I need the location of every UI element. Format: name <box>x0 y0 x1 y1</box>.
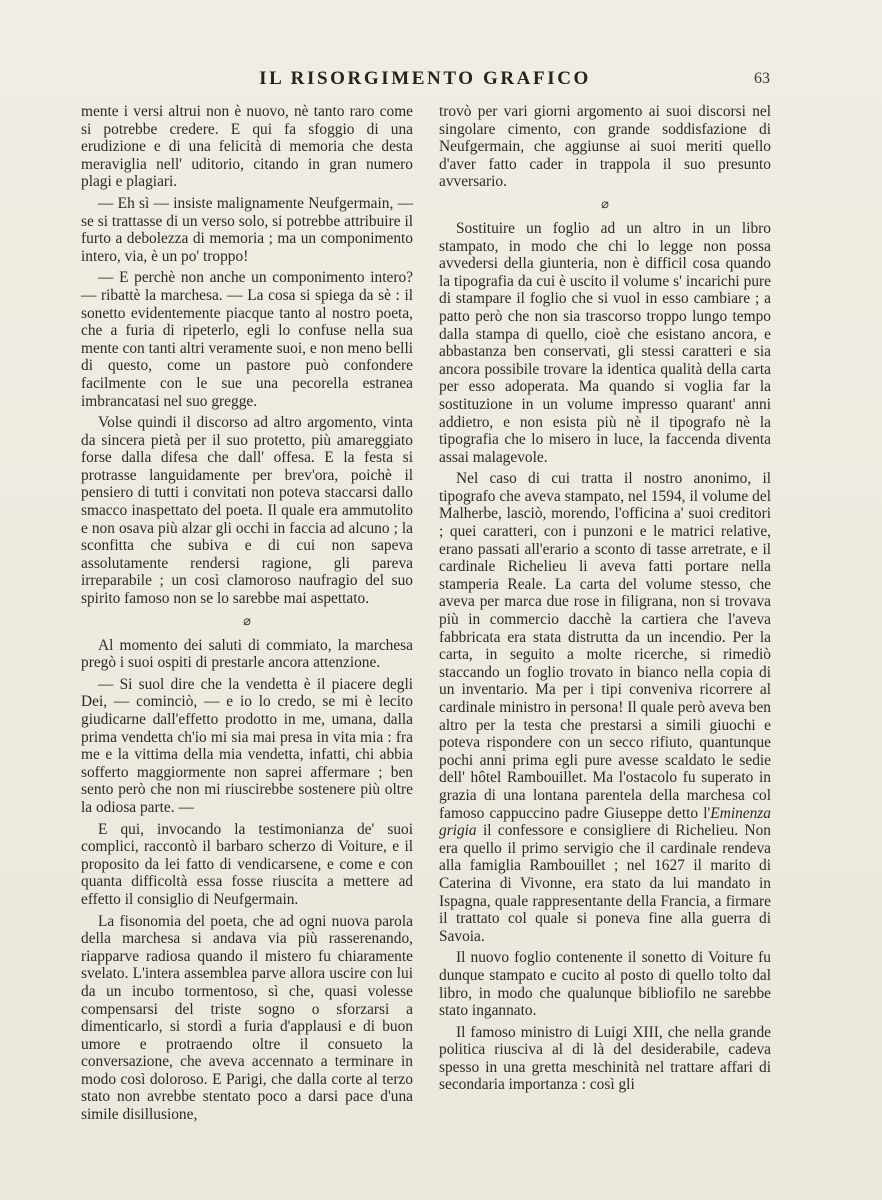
paragraph: La fisonomia del poeta, che ad ogni nuova parola della marchesa si andava via più rasserenando, riapparve radiosa quando il mistero fu chiaramente svelato. L'intera assemblea parve allora uscire con lui da un incubo tormentoso, sì che, quasi volesse compensarsi del triste sogno o sforzarsi a dimenticarlo, si stordì a furia d'applausi e di buon umore e protraendo oltre il consueto la conversazione, che aveva accennato a terminare in modo così doloroso. E Parigi, che dalla corte al terzo stato non avrebbe stentato poco a darsi pace d'una simile disillusione, <box>81 912 413 1124</box>
paragraph: Al momento dei saluti di commiato, la marchesa pregò i suoi ospiti di prestarle ancora attenzione. <box>81 636 413 672</box>
paragraph: Il famoso ministro di Luigi XIII, che nella grande politica riusciva al di là del desiderabile, cadeva spesso in una gretta meschinità nel trattare affari di secondaria importanza : così gli <box>439 1023 771 1094</box>
paragraph: — Eh sì — insiste malignamente Neufgermain, — se si trattasse di un verso solo, si potrebbe attribuire il furto a debolezza di memoria ; ma un componimento intero, via, è un po' troppo! <box>81 194 413 265</box>
paragraph-text: il confessore e consigliere di Richelieu. Non era quello il primo servigio che il cardinale rendeva alla famiglia Rambouillet ; nel 1627 il marito di Caterina di Vivonne, era stato da lui mandato in Ispagna, quale rappresentante della Francia, a firmare il trattato col quale si poneva fine alla guerra di Savoia. <box>439 822 771 945</box>
paragraph <box>439 470 771 945</box>
right-column <box>439 103 771 1098</box>
page-number: 63 <box>754 70 770 87</box>
running-head <box>80 68 770 94</box>
paragraph: Volse quindi il discorso ad altro argomento, vinta da sincera pietà per il suo protetto, più amareggiato forse dalla difesa che dall' offesa. E la festa si protrasse languidamente per brev'ora, poichè il pensiero di tutti i convitati non poteva staccarsi dallo smacco inaspettato del poeta. Il quale era ammutolito e non osava più alzar gli occhi in faccia ad alcuno ; la sconfitta che subiva e di cui non sapeva assolutamente rendersi ragione, gli pareva irreparabile ; un così clamoroso naufragio del suo spirito famoso non se lo sarebbe mai aspettato. <box>81 414 413 608</box>
italic-term: Eminenza grigia <box>439 804 771 840</box>
paragraph: — E perchè non anche un componimento intero? — ribattè la marchesa. — La cosa si spiega da sè : il sonetto evidentemente piacque tanto al nostro poeta, che a furia di ripeterlo, egli lo confuse nella sua mente con tanti altri veramente suoi, e non meno belli di questo, come un pastore può confondere facilmente con le sue una pecorella estranea imbrancatasi nel suo gregge. <box>81 269 413 410</box>
section-ornament-icon: ⌀ <box>601 195 609 211</box>
section-ornament-icon: ⌀ <box>243 612 251 628</box>
paragraph-text: Nel caso di cui tratta il nostro anonimo, il tipografo che aveva stampato, nel 1594, il volume del Malherbe, lasciò, morendo, l'officina a' suoi creditori ; quei caratteri, con i punzoni e le matrici relative, erano passati all'erario a sconto di tasse arretrate, e il cardinale Richelieu li aveva fatti portare nella stamperia Reale. La carta del volume stesso, che aveva per marca due rose in filigrana, non si trovava più in commercio dacchè la cartiera che l'aveva fabbricata era stata distrutta da un incendio. Per la carta, in seguito a molte ricerche, si rimediò staccando un foglio trovato in bianco nella copia di un inventario. Ma per i tipi conveniva ricorrere al cardinale ministro in persona! Il quale però aveva ben altro per la testa che prestarsi a simili giuochi e poteva rispondere con un secco rifiuto, quantunque pochi anni prima egli pure avesse scaldato le sedie dell' hôtel Rambouillet. Ma l'ostacolo fu superato in grazia di una lontana parentela della marchesa col famoso cappuccino padre Giuseppe detto l' <box>439 470 771 822</box>
paragraph: mente i versi altrui non è nuovo, nè tanto raro come si potrebbe credere. E qui fa sfoggio di una erudizione e di una felicità di memoria che desta meraviglia nell' uditorio, citando in gran numero plagi e plagiari. <box>81 103 413 191</box>
paragraph: — Si suol dire che la vendetta è il piacere degli Dei, — cominciò, — e io lo credo, se mi è lecito giudicarne dall'effetto prodotto in me, umana, dalla prima vendetta ch'io mi sia mai presa in vita mia : fra me e la vittima della mia vendetta, infatti, chi abbia sofferto maggiormente non saprei affermare ; ben sento però che non mi riuscirebbe sostenere più oltre la odiosa parte. — <box>81 675 413 816</box>
left-column <box>81 103 413 1128</box>
paragraph: Il nuovo foglio contenente il sonetto di Voiture fu dunque stampato e cucito al posto di quello tolto dal libro, in modo che qualunque bibliofilo ne sarebbe stato ingannato. <box>439 949 771 1020</box>
paragraph: E qui, invocando la testimonianza de' suoi complici, raccontò il barbaro scherzo di Voiture, e il proposito da lei fatto di vendicarsene, e come e con quanta difficoltà essa fosse riuscita a mettere ad effetto il consiglio di Neufgermain. <box>81 820 413 908</box>
paragraph: Sostituire un foglio ad un altro in un libro stampato, in modo che chi lo legge non possa avvedersi della giunteria, non è difficil cosa quando la tipografia da cui è uscito il volume s' incarichi pure di stampare il foglio che si vuol in esso cambiare ; a patto però che non sia trascorso troppo lungo tempo dalla stampa di quello, cioè che esistano ancora, e abbastanza ben conservati, gli stessi caratteri e sia ancora possibile trovare la identica qualità della carta per esso adoperata. Ma quando si voglia far la sostituzione in un volume impresso quarant' anni addietro, e non esista più nè il tipografo nè la tipografia che lo misero in luce, la faccenda diventa assai malagevole. <box>439 219 771 466</box>
journal-title: IL RISORGIMENTO GRAFICO <box>259 68 591 89</box>
paragraph: trovò per vari giorni argomento ai suoi discorsi nel singolare cimento, con grande soddisfazione di Neufgermain, che aggiunse ai suoi meriti quello d'aver fatto cader in trappola il suo presunto avversario. <box>439 103 771 191</box>
